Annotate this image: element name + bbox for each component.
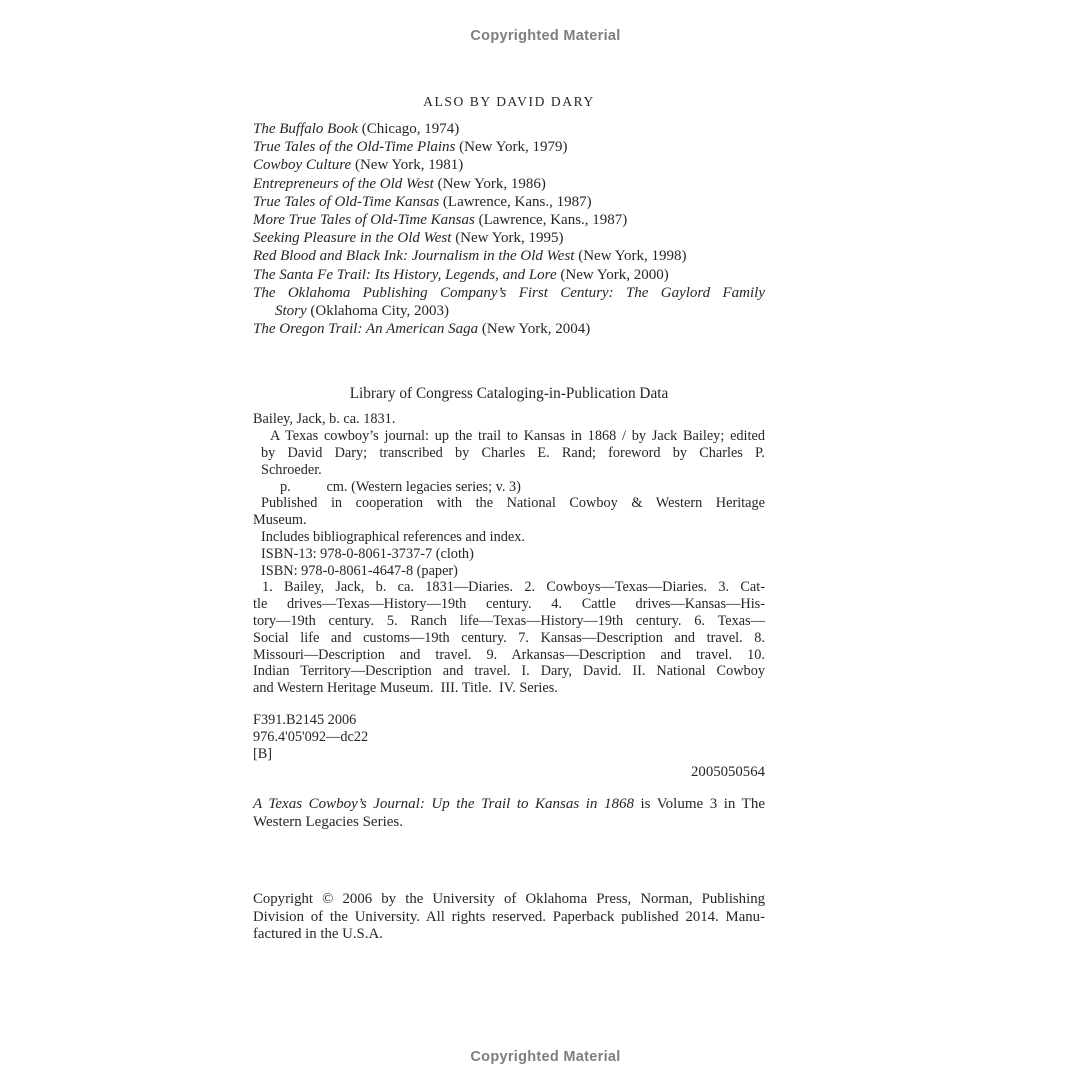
text-line: ISBN-13: 978-0-8061-3737-7 (cloth) [261,545,474,562]
text-line: Social life and customs—19th century. 7. Kansas—Description and travel. 8. [253,629,765,646]
text-segment: (New York, 1979) [455,139,568,156]
book-entry [253,211,765,229]
text-line: Bailey, Jack, b. ca. 1831. [253,411,396,428]
book-entry [253,175,765,193]
text-line: F391.B2145 2006 [253,711,357,728]
cip-call-numbers [253,712,765,762]
text-line: and Western Heritage Museum. III. Title. IV. Series. [253,680,558,697]
copyrighted-material-watermark-top: Copyrighted Material [470,28,621,44]
text-line: Division of the University. All rights reserved. Paperback published 2014. Manu- [253,908,765,925]
text-line [253,320,765,338]
text-line: Museum. [253,512,307,529]
text-segment: (New York, 2000) [556,266,669,283]
text-segment: (New York, 1981) [351,157,464,174]
book-entry [253,120,765,138]
text-line [253,138,765,156]
cip-collation [253,479,765,496]
text-line [253,156,765,174]
text-line: p. cm. (Western legacies series; v. 3) [280,478,521,495]
text-segment: (New York, 1986) [433,175,546,192]
text-segment: A Texas Cowboy’s Journal: Up the Trail to Kansas in 1868 [253,796,634,813]
text-segment: (Chicago, 1974) [358,121,460,137]
cip-isbn-cloth [253,546,765,563]
text-segment: (Lawrence, Kans., 1987) [439,193,592,210]
text-line [253,266,765,284]
text-segment: The Santa Fe Trail: Its History, Legends, and Lore [253,266,557,283]
cip-includes-note [253,529,765,546]
text-line [253,302,765,320]
text-segment: More True Tales of Old-Time Kansas [253,212,475,229]
text-segment: (New York, 1995) [451,230,564,247]
text-line: Indian Territory—Description and travel. I. Dary, David. II. National Cowboy [253,663,765,680]
book-entry [253,229,765,247]
book-entry [253,247,765,265]
text-line [253,284,765,302]
cip-subject-entries [253,579,765,697]
text-segment: Western Legacies Series. [253,813,403,830]
text-segment: Story [275,303,307,320]
book-entry [253,284,765,320]
text-segment: The Oregon Trail: An American Saga [253,321,479,338]
lccn-number: 2005050564 [691,764,765,781]
text-segment: (Oklahoma City, 2003) [306,303,450,320]
text-line: 1. Bailey, Jack, b. ca. 1831—Diaries. 2. Cowboys—Texas—Diaries. 3. Cat- [262,579,765,596]
text-segment: True Tales of the Old-Time Plains [253,139,456,156]
text-segment: (Lawrence, Kans., 1987) [474,212,628,229]
copyrighted-material-watermark-bottom: Copyrighted Material [470,1049,621,1065]
text-line [253,796,765,814]
copyright-notice [253,891,765,944]
text-line: tle drives—Texas—History—19th century. 4. Cattle drives—Kansas—His- [253,596,765,613]
text-line: [B] [253,745,273,762]
page-content [253,0,765,944]
text-segment: (New York, 1998) [574,248,687,265]
text-line: Includes bibliographical references and index. [261,529,525,546]
also-by-heading: ALSO BY DAVID DARY [423,94,595,109]
text-line [253,247,765,265]
text-line: tory—19th century. 5. Ranch life—Texas—History—19th century. 6. Texas— [253,613,765,629]
volume-note [253,796,765,831]
book-entry [253,193,765,211]
text-segment: Cowboy Culture [253,157,352,174]
book-list [253,120,765,338]
book-entry [253,156,765,174]
text-line: Copyright © 2006 by the University of Oklahoma Press, Norman, Publishing [253,891,765,908]
text-line: by David Dary; transcribed by Charles E. Rand; foreword by Charles P. [261,445,765,462]
cip-title-statement [253,428,765,478]
text-segment: (New York, 2004) [478,321,591,338]
text-line [253,814,765,832]
text-line: Missouri—Description and travel. 9. Arkansas—Description and travel. 10. [253,646,765,663]
text-segment: True Tales of Old-Time Kansas [253,193,440,210]
cip-block [253,411,765,697]
book-entry [253,138,765,156]
text-line [253,211,765,229]
text-line: 976.4'05'092—dc22 [253,728,369,745]
text-line [253,193,765,211]
text-segment: Entrepreneurs of the Old West [253,175,434,192]
text-segment: is Volume 3 in The [633,796,765,813]
text-line [253,229,765,247]
cip-cooperation-note [253,495,765,529]
text-segment: The Buffalo Book [253,121,358,137]
text-line: A Texas cowboy’s journal: up the trail to Kansas in 1868 / by Jack Bailey; edited [270,428,765,445]
book-entry [253,320,765,338]
text-line [253,120,765,138]
text-line: Schroeder. [261,461,322,478]
text-segment: The Oklahoma Publishing Company’s First Century: The Gaylord Family [253,284,765,301]
book-entry [253,266,765,284]
cip-heading: Library of Congress Cataloging-in-Publication Data [349,385,669,403]
text-line: factured in the U.S.A. [253,926,383,943]
text-segment: Seeking Pleasure in the Old West [253,230,452,247]
text-line [253,175,765,193]
text-line: ISBN: 978-0-8061-4647-8 (paper) [261,562,458,579]
text-line: Published in cooperation with the National Cowboy & Western Heritage [261,495,765,512]
cip-author-line [253,411,765,428]
cip-isbn-paper [253,563,765,580]
text-segment: Red Blood and Black Ink: Journalism in the Old West [253,248,575,265]
